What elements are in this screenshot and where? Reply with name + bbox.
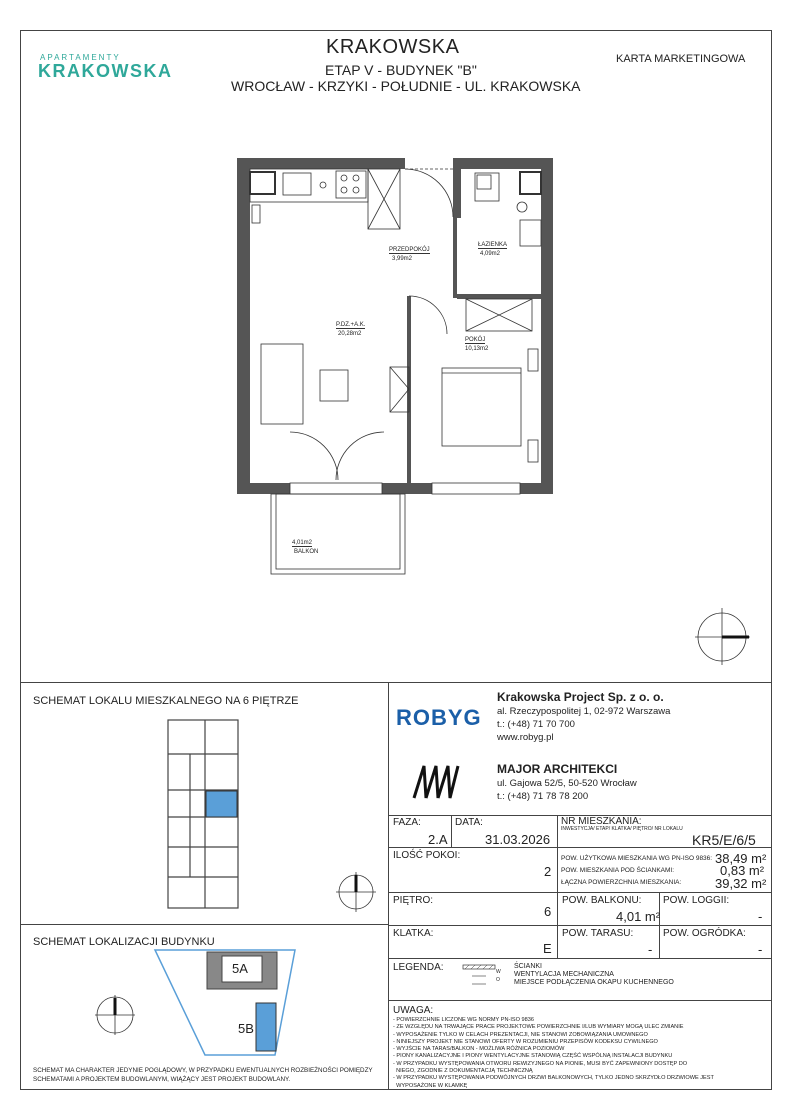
- architect-address: ul. Gajowa 52/5, 50-520 Wrocław: [497, 778, 637, 789]
- klatka-value: E: [543, 941, 552, 956]
- legend-item-scianki: ŚCIANKI: [514, 963, 543, 970]
- company-name: Krakowska Project Sp. z o. o.: [497, 690, 664, 704]
- wall-bath-left: [453, 158, 461, 218]
- loggia-value: -: [758, 909, 763, 924]
- wall-bath-inner: [453, 218, 457, 298]
- legend-item-wentylacja: WENTYLACJA MECHANICZNA: [514, 971, 614, 978]
- pow-uzytkowa-label: POW. UŻYTKOWA MIESZKANIA WG PN-ISO 9836:: [561, 855, 713, 862]
- note-item: - NINIEJSZY PROJEKT NIE STANOWI OFERTY W ROZUMIENIU PRZEPISÓW KODEKSU CYWILNEGO: [393, 1038, 658, 1045]
- robyg-logo: ROBYG: [396, 705, 482, 730]
- note-item: - POWIERZCHNIE LICZONE WG NORMY PN-ISO 9836: [393, 1017, 535, 1023]
- pow-laczna-label: ŁĄCZNA POWIERZCHNIA MIESZKANIA:: [561, 879, 682, 886]
- column-divider: [388, 682, 389, 1090]
- nr-sublabel: INWESTYCJA/ ETAP/ KLATKA/ PIĘTRO/ NR LOKALU: [561, 826, 683, 832]
- legend-label: LEGENDA:: [393, 962, 444, 973]
- pow-pod-sciankami-label: POW. MIESZKANIA POD ŚCIANKAMI:: [561, 867, 675, 874]
- legend-o-symbol: O: [496, 977, 500, 983]
- room-area-pokoj: 10,13m2: [465, 346, 489, 352]
- ogrodek-label: POW. OGRÓDKA:: [663, 928, 746, 939]
- room-name-lazienka: ŁAZIENKA: [478, 242, 508, 248]
- note-item: - W PRZYPADKU WYSTĘPOWANIA OTWORU REWIZYJNEGO NA PIONIE, MUSI BYĆ ZAPEWNIONY DOSTĘP DO: [393, 1060, 688, 1067]
- page-title: KRAKOWSKA: [326, 36, 460, 58]
- compass-icon: [336, 872, 376, 912]
- faza-label: FAZA:: [393, 817, 421, 828]
- balcony-name: BALKON: [294, 549, 319, 555]
- card-label: KARTA MARKETINGOWA: [616, 53, 746, 65]
- building-scheme-drawing: [70, 945, 310, 1065]
- nr-label: NR MIESZKANIA:: [561, 816, 642, 827]
- major-architekci-logo: [412, 762, 462, 802]
- wall-bottom-2: [382, 483, 432, 494]
- room-name-przedpokoj: PRZEDPOKÓJ: [389, 247, 430, 253]
- nr-value: KR5/E/6/5: [692, 832, 756, 848]
- wall-left: [237, 158, 250, 494]
- room-area-przedpokoj: 3,99m2: [392, 256, 413, 262]
- architect-phone: t.: (+48) 71 78 78 200: [497, 791, 589, 802]
- disclaimer-text: SCHEMAT MA CHARAKTER JEDYNIE POGLĄDOWY, W PRZYPADKU EWENTUALNYCH ROZBIEŻNOŚCI POMIĘDZY SCHEMATAMI A PROJEKTEM BUDOWLANYM, WIĄŻĄCY JEST PROJEKT BUDOWLANY.: [33, 1067, 373, 1083]
- wall-bath-bottom: [457, 294, 541, 299]
- notes-list: [393, 1017, 768, 1090]
- balcony-area: 4,01m2: [292, 540, 313, 546]
- company-website[interactable]: www.robyg.pl: [497, 732, 554, 743]
- pokoje-label: ILOŚĆ POKOI:: [393, 850, 461, 861]
- note-item: - WYJŚCIE NA TARAS/BALKON - MOŻLIWA RÓŻNICA POZIOMÓW: [393, 1046, 565, 1053]
- room-name-pokoj: POKÓJ: [465, 337, 486, 343]
- pow-pod-sciankami-value: 0,83 m²: [720, 863, 765, 878]
- klatka-label: KLATKA:: [393, 928, 434, 939]
- pow-laczna-value: 39,32 m²: [715, 876, 767, 891]
- note-item: - PIONY KANALIZACYJNE I PIONY WENTYLACYJNE STANOWIĄ CZĘŚĆ WSPÓLNĄ INSTALACJI BUDYNKU: [393, 1053, 673, 1060]
- taras-value: -: [648, 942, 653, 957]
- wall-top-left: [237, 158, 405, 169]
- balkon-label: POW. BALKONU:: [562, 895, 642, 906]
- logo-top-text: APARTAMENTY: [40, 53, 121, 62]
- building-scheme-title: SCHEMAT LOKALIZACJI BUDYNKU: [33, 936, 215, 948]
- pietro-value: 6: [544, 904, 552, 919]
- logo-main-text: KRAKOWSKA: [38, 61, 173, 81]
- wall-bottom-3: [520, 483, 553, 494]
- wall-bottom-1: [237, 483, 290, 494]
- room-name-living: P.DZ.+A.K.: [336, 322, 366, 328]
- data-label: DATA:: [455, 817, 483, 828]
- note-item: - W PRZYPADKU WYSTĘPOWANIA PODWÓJNYCH DRZWI BALKONOWYCH, TYLKO JEDNO SKRZYDŁO DRZWIOWE JEST: [393, 1075, 714, 1082]
- company-phone: t.: (+48) 71 70 700: [497, 719, 575, 730]
- floor-scheme-title: SCHEMAT LOKALU MIESZKALNEGO NA 6 PIĘTRZE: [33, 695, 299, 707]
- ogrodek-value: -: [758, 942, 763, 957]
- note-item: WYPOSAŻONE W KLAMKĘ: [393, 1082, 468, 1089]
- taras-label: POW. TARASU:: [562, 928, 634, 939]
- note-item: - WYPOSAŻENIE TYLKO W CELACH PREZENTACJI, NIE STANOWI ZOBOWIĄZANIA UMOWNEGO: [393, 1031, 648, 1038]
- building-label-5a: 5A: [232, 961, 248, 976]
- legend-item-okap: MIEJSCE PODŁĄCZENIA OKAPU KUCHENNEGO: [514, 979, 674, 986]
- faza-value: 2.A: [428, 832, 448, 847]
- legend-w-symbol: W: [496, 969, 501, 975]
- pietro-label: PIĘTRO:: [393, 895, 434, 906]
- data-value: 31.03.2026: [485, 832, 551, 847]
- balkon-value: 4,01 m²: [616, 909, 661, 924]
- pokoje-value: 2: [544, 864, 552, 879]
- room-area-lazienka: 4,09m2: [480, 251, 501, 257]
- wall-right: [541, 158, 553, 494]
- loggia-label: POW. LOGGII:: [663, 895, 730, 906]
- section-divider: [20, 682, 772, 683]
- notes-label: UWAGA:: [393, 1005, 434, 1016]
- wall-top-right: [453, 158, 553, 169]
- note-item: - ZE WZGLĘDU NA TRWAJĄCE PRACE PROJEKTOWE POWIERZCHNIE I/LUB WYMIARY MOGĄ ULEC ZMIANIE: [393, 1024, 684, 1031]
- architect-name: MAJOR ARCHITEKCI: [497, 762, 618, 776]
- note-item: NIEGO, ZGODNIE Z DOKUMENTACJĄ TECHNICZNĄ: [393, 1068, 533, 1075]
- header-line2: WROCŁAW - KRZYKI - POŁUDNIE - UL. KRAKOWSKA: [231, 78, 581, 94]
- building-label-5b: 5B: [238, 1021, 254, 1036]
- pow-uzytkowa-value: 38,49 m²: [715, 851, 767, 866]
- legend-symbols: [462, 963, 498, 993]
- room-area-living: 20,28m2: [338, 331, 362, 337]
- company-address: al. Rzeczypospolitej 1, 02-972 Warszawa: [497, 706, 671, 717]
- floor-scheme-drawing: [160, 712, 250, 912]
- header-line1: ETAP V - BUDYNEK "B": [325, 62, 477, 78]
